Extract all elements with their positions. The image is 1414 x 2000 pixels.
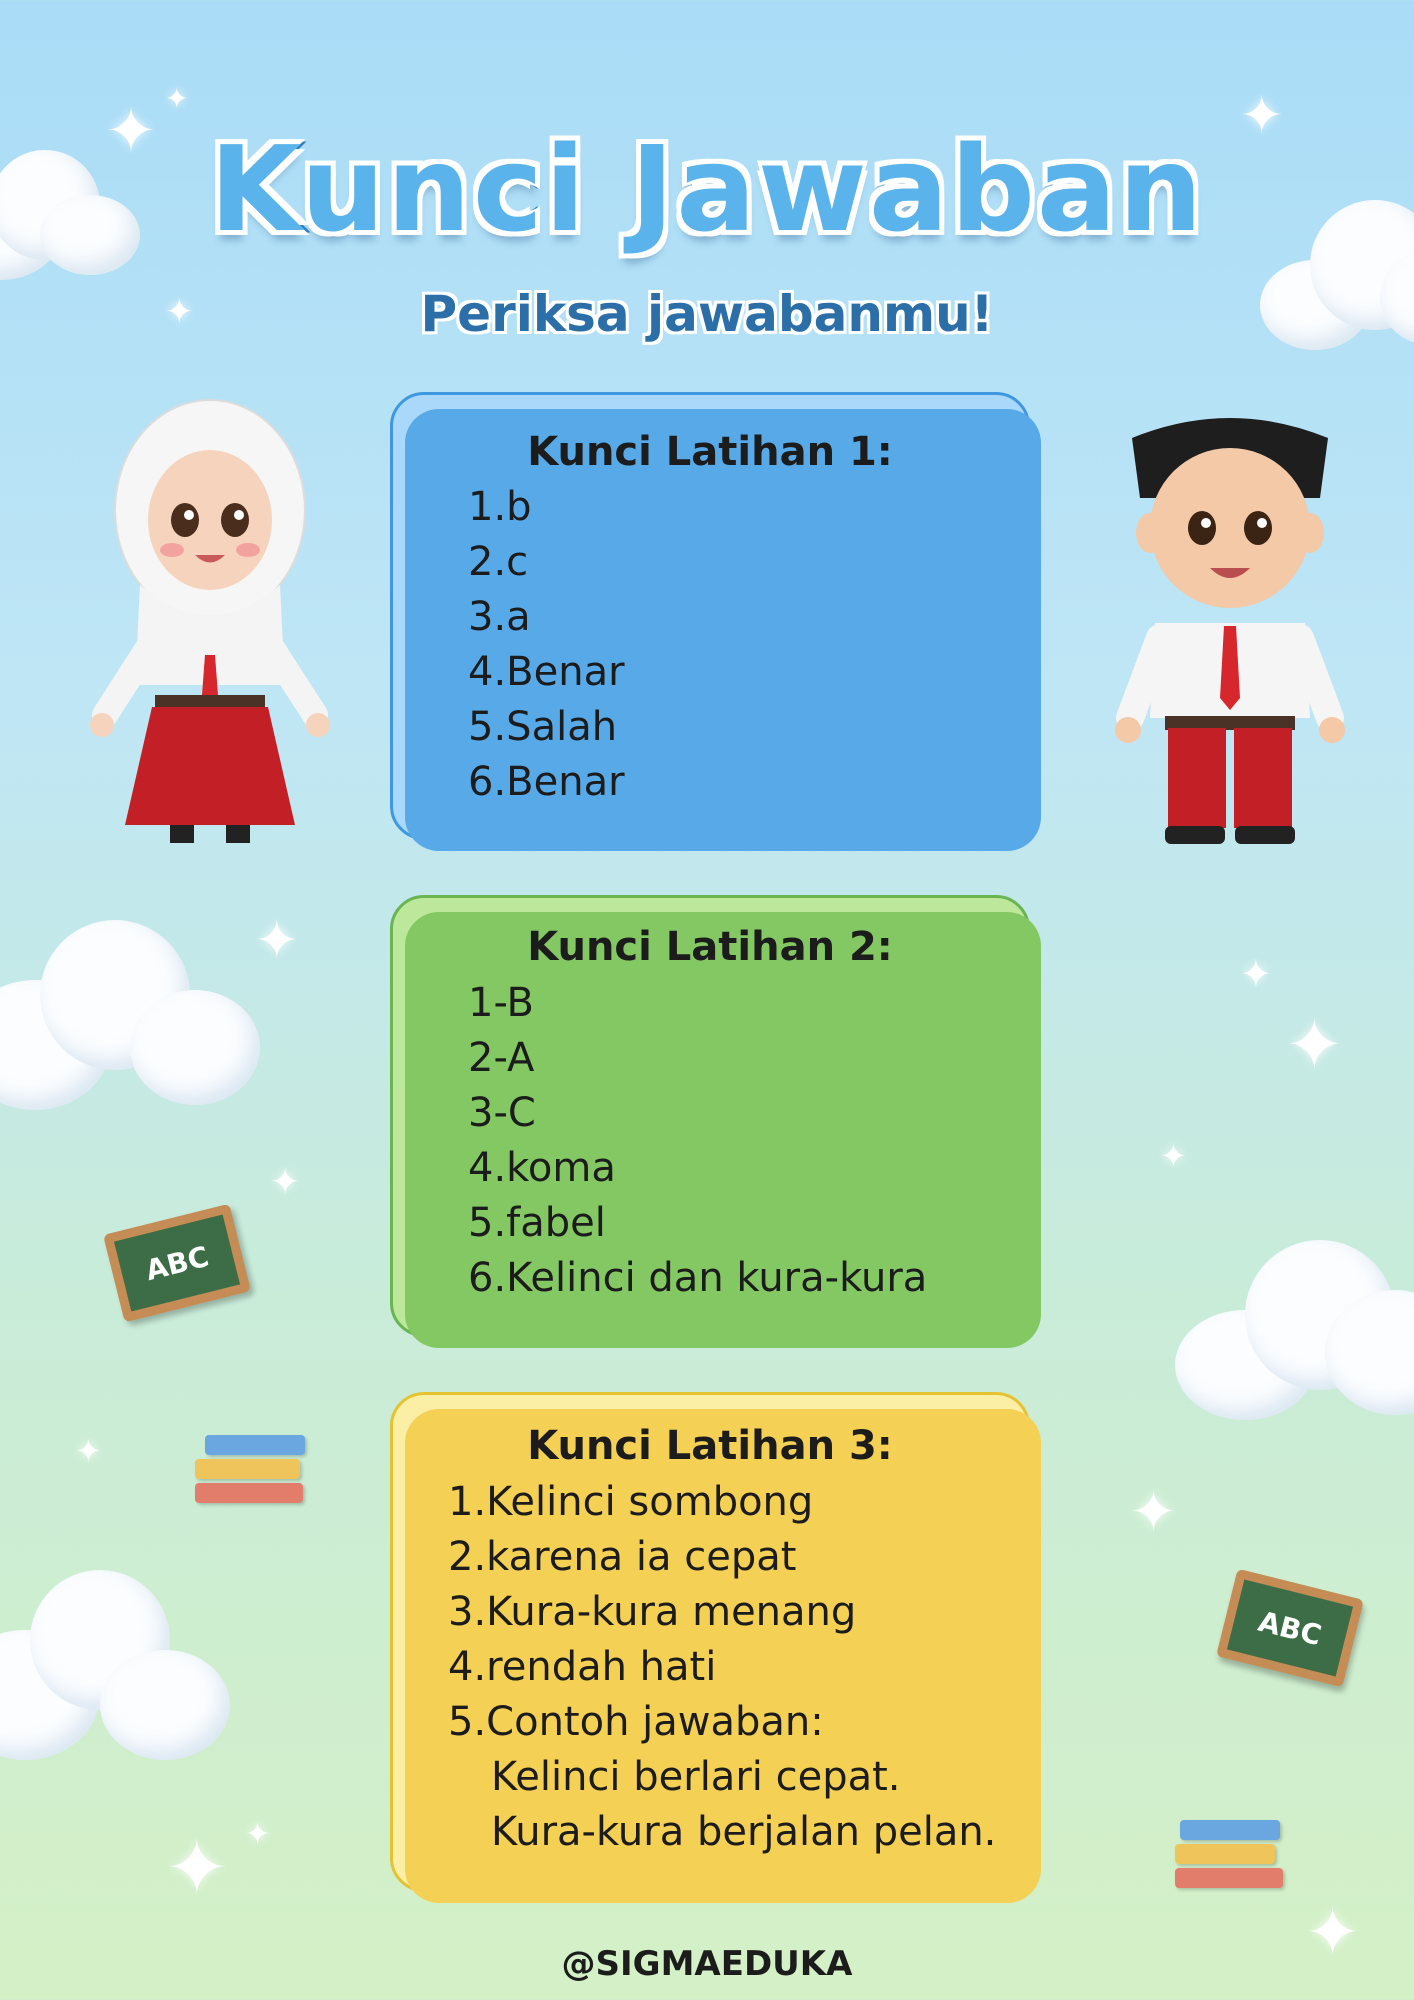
sparkle-icon: ✦	[1160, 1137, 1187, 1175]
sparkle-icon: ✦	[1285, 1004, 1344, 1086]
list-item: 3.Kura-kura menang	[448, 1589, 857, 1635]
sparkle-icon: ✦	[1305, 1894, 1361, 1971]
list-item: 2-A	[468, 1035, 535, 1081]
list-item: 1.b	[468, 484, 532, 530]
sparkle-icon: ✦	[270, 1162, 301, 1203]
list-item: Kura-kura berjalan pelan.	[491, 1809, 997, 1855]
list-item: 5.fabel	[468, 1200, 606, 1246]
answer-card-3	[390, 1392, 1030, 1892]
card-title: Kunci Latihan 2:	[527, 924, 893, 970]
sparkle-icon: ✦	[245, 1817, 271, 1852]
boy-student-illustration	[1110, 378, 1350, 858]
answer-card-1	[390, 392, 1030, 840]
page-title: Kunci Jawaban	[209, 120, 1205, 258]
books-icon	[195, 1435, 305, 1507]
list-item: 4.koma	[468, 1145, 616, 1191]
answer-list	[468, 976, 927, 1306]
sparkle-icon: ✦	[165, 1823, 229, 1912]
page-subtitle: Periksa jawabanmu!	[420, 285, 994, 343]
chalkboard-icon	[103, 1204, 251, 1323]
chalkboard-icon	[1216, 1569, 1364, 1688]
chalkboard-label: ABC	[142, 1239, 212, 1287]
sparkle-icon: ✦	[75, 1432, 102, 1470]
sparkle-icon: ✦	[105, 94, 157, 167]
list-item: 2.c	[468, 539, 529, 585]
list-item: Kelinci berlari cepat.	[491, 1754, 901, 1800]
card-title: Kunci Latihan 1:	[527, 429, 893, 475]
list-item: 6.Benar	[468, 759, 625, 805]
chalkboard-label: ABC	[1255, 1604, 1325, 1652]
list-item: 1-B	[468, 980, 534, 1026]
list-item: 3-C	[468, 1090, 536, 1136]
list-item: 6.Kelinci dan kura-kura	[468, 1255, 928, 1301]
card-title: Kunci Latihan 3:	[527, 1423, 893, 1469]
answer-card-2	[390, 895, 1030, 1337]
cloud-icon	[1175, 1230, 1414, 1430]
footer-handle: @SIGMAEDUKA	[561, 1944, 853, 1984]
list-item: 4.Benar	[468, 649, 625, 695]
sparkle-icon: ✦	[1240, 86, 1284, 146]
list-item: 4.rendah hati	[448, 1644, 717, 1690]
list-item: 3.a	[468, 594, 531, 640]
sparkle-icon: ✦	[1130, 1480, 1177, 1545]
list-item: 5.Contoh jawaban:	[448, 1699, 824, 1745]
answer-list	[448, 1475, 996, 1860]
sparkle-icon: ✦	[165, 292, 194, 332]
answer-list	[468, 480, 625, 810]
cloud-icon	[0, 920, 280, 1120]
list-item: 2.karena ia cepat	[448, 1534, 797, 1580]
list-item: 5.Salah	[468, 704, 618, 750]
girl-student-illustration	[80, 395, 340, 855]
cloud-icon	[0, 1570, 250, 1770]
sparkle-icon: ✦	[165, 82, 189, 115]
sparkle-icon: ✦	[255, 911, 299, 971]
list-item: 1.Kelinci sombong	[448, 1479, 814, 1525]
books-icon	[1175, 1820, 1285, 1892]
sparkle-icon: ✦	[1240, 952, 1272, 996]
